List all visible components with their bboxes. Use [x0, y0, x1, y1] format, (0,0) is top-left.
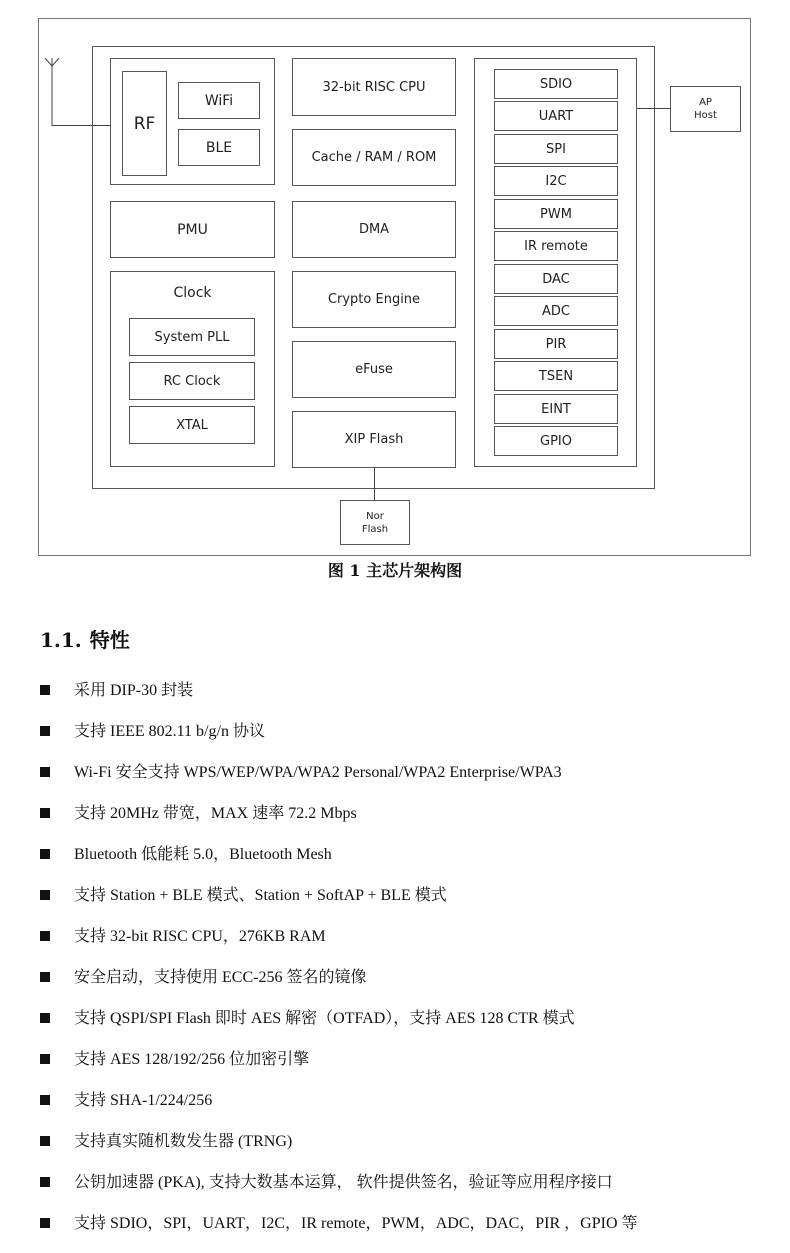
feature-text: 支持 20MHz 带宽，MAX 速率 72.2 Mbps: [74, 805, 357, 822]
feature-text: Wi-Fi 安全支持 WPS/WEP/WPA/WPA2 Personal/WPA2 Enterprise/WPA3: [74, 764, 562, 781]
feature-text: 支持 32-bit RISC CPU，276KB RAM: [74, 928, 326, 945]
bullet-icon: [40, 1054, 50, 1064]
feature-text: 支持 SDIO，SPI，UART，I2C，IR remote，PWM，ADC，DAC，PIR ，GPIO 等: [74, 1215, 638, 1232]
nor-flash-block: [340, 500, 410, 545]
bullet-icon: [40, 1095, 50, 1105]
peripheral-i2c: I2C: [494, 166, 618, 196]
ap-host-block: [670, 86, 741, 132]
pmu-block: PMU: [110, 201, 275, 258]
cache-ram-rom-block: Cache / RAM / ROM: [292, 129, 456, 186]
antenna-icon: [42, 58, 62, 128]
bullet-icon: [40, 972, 50, 982]
feature-text: 公钥加速器 (PKA), 支持大数基本运算， 软件提供签名，验证等应用程序接口: [74, 1174, 613, 1191]
clock-title: Clock: [173, 285, 212, 301]
peripheral-uart: UART: [494, 101, 618, 131]
peripheral-spi: SPI: [494, 134, 618, 164]
crypto-engine-block: Crypto Engine: [292, 271, 456, 328]
feature-text: 支持 QSPI/SPI Flash 即时 AES 解密（OTFAD），支持 AES 128 CTR 模式: [74, 1010, 575, 1027]
peripheral-ir-remote: IR remote: [494, 231, 618, 261]
ap-host-line-1: AP: [699, 97, 712, 108]
ble-block: BLE: [178, 129, 260, 166]
feature-text: Bluetooth 低能耗 5.0，Bluetooth Mesh: [74, 846, 332, 863]
nor-flash-line-1: Nor: [366, 510, 384, 522]
bullet-icon: [40, 1136, 50, 1146]
xip-flash-block: XIP Flash: [292, 411, 456, 468]
feature-text: 支持 AES 128/192/256 位加密引擎: [74, 1051, 310, 1068]
nor-flash-connector: [374, 468, 375, 500]
peripheral-pir: PIR: [494, 329, 618, 359]
bullet-icon: [40, 685, 50, 695]
peripheral-pwm: PWM: [494, 199, 618, 229]
cpu-block: 32-bit RISC CPU: [292, 58, 456, 116]
section-title: 特性: [89, 628, 130, 652]
xtal-block: XTAL: [129, 406, 255, 444]
figure-caption: 图 1 主芯片架构图: [327, 561, 463, 580]
peripheral-dac: DAC: [494, 264, 618, 294]
peripheral-tsen: TSEN: [494, 361, 618, 391]
ap-host-connector: [637, 108, 670, 109]
rc-clock-block: RC Clock: [129, 362, 255, 400]
feature-text: 支持 IEEE 802.11 b/g/n 协议: [74, 723, 265, 740]
bullet-icon: [40, 1218, 50, 1228]
bullet-icon: [40, 849, 50, 859]
bullet-icon: [40, 890, 50, 900]
feature-text: 支持真实随机数发生器 (TRNG): [74, 1133, 293, 1150]
bullet-icon: [40, 767, 50, 777]
ap-host-line-2: Host: [694, 110, 717, 121]
peripheral-adc: ADC: [494, 296, 618, 326]
wifi-block: WiFi: [178, 82, 260, 119]
section-heading: [40, 624, 130, 653]
section-number: 1.1.: [40, 628, 82, 652]
peripheral-eint: EINT: [494, 394, 618, 424]
peripheral-sdio: SDIO: [494, 69, 618, 99]
nor-flash-line-2: Flash: [361, 523, 389, 535]
bullet-icon: [40, 931, 50, 941]
bullet-icon: [40, 808, 50, 818]
bullet-icon: [40, 1177, 50, 1187]
feature-text: 安全启动，支持使用 ECC-256 签名的镜像: [74, 969, 367, 986]
system-pll-block: System PLL: [129, 318, 255, 356]
dma-block: DMA: [292, 201, 456, 258]
bullet-icon: [40, 726, 50, 736]
feature-text: 支持 SHA-1/224/256: [74, 1092, 213, 1109]
efuse-block: eFuse: [292, 341, 456, 398]
feature-text: 支持 Station + BLE 模式、Station + SoftAP + BLE 模式: [74, 887, 447, 904]
peripheral-gpio: GPIO: [494, 426, 618, 456]
feature-text: 采用 DIP-30 封装: [74, 682, 194, 699]
rf-block: RF: [122, 71, 167, 176]
bullet-icon: [40, 1013, 50, 1023]
